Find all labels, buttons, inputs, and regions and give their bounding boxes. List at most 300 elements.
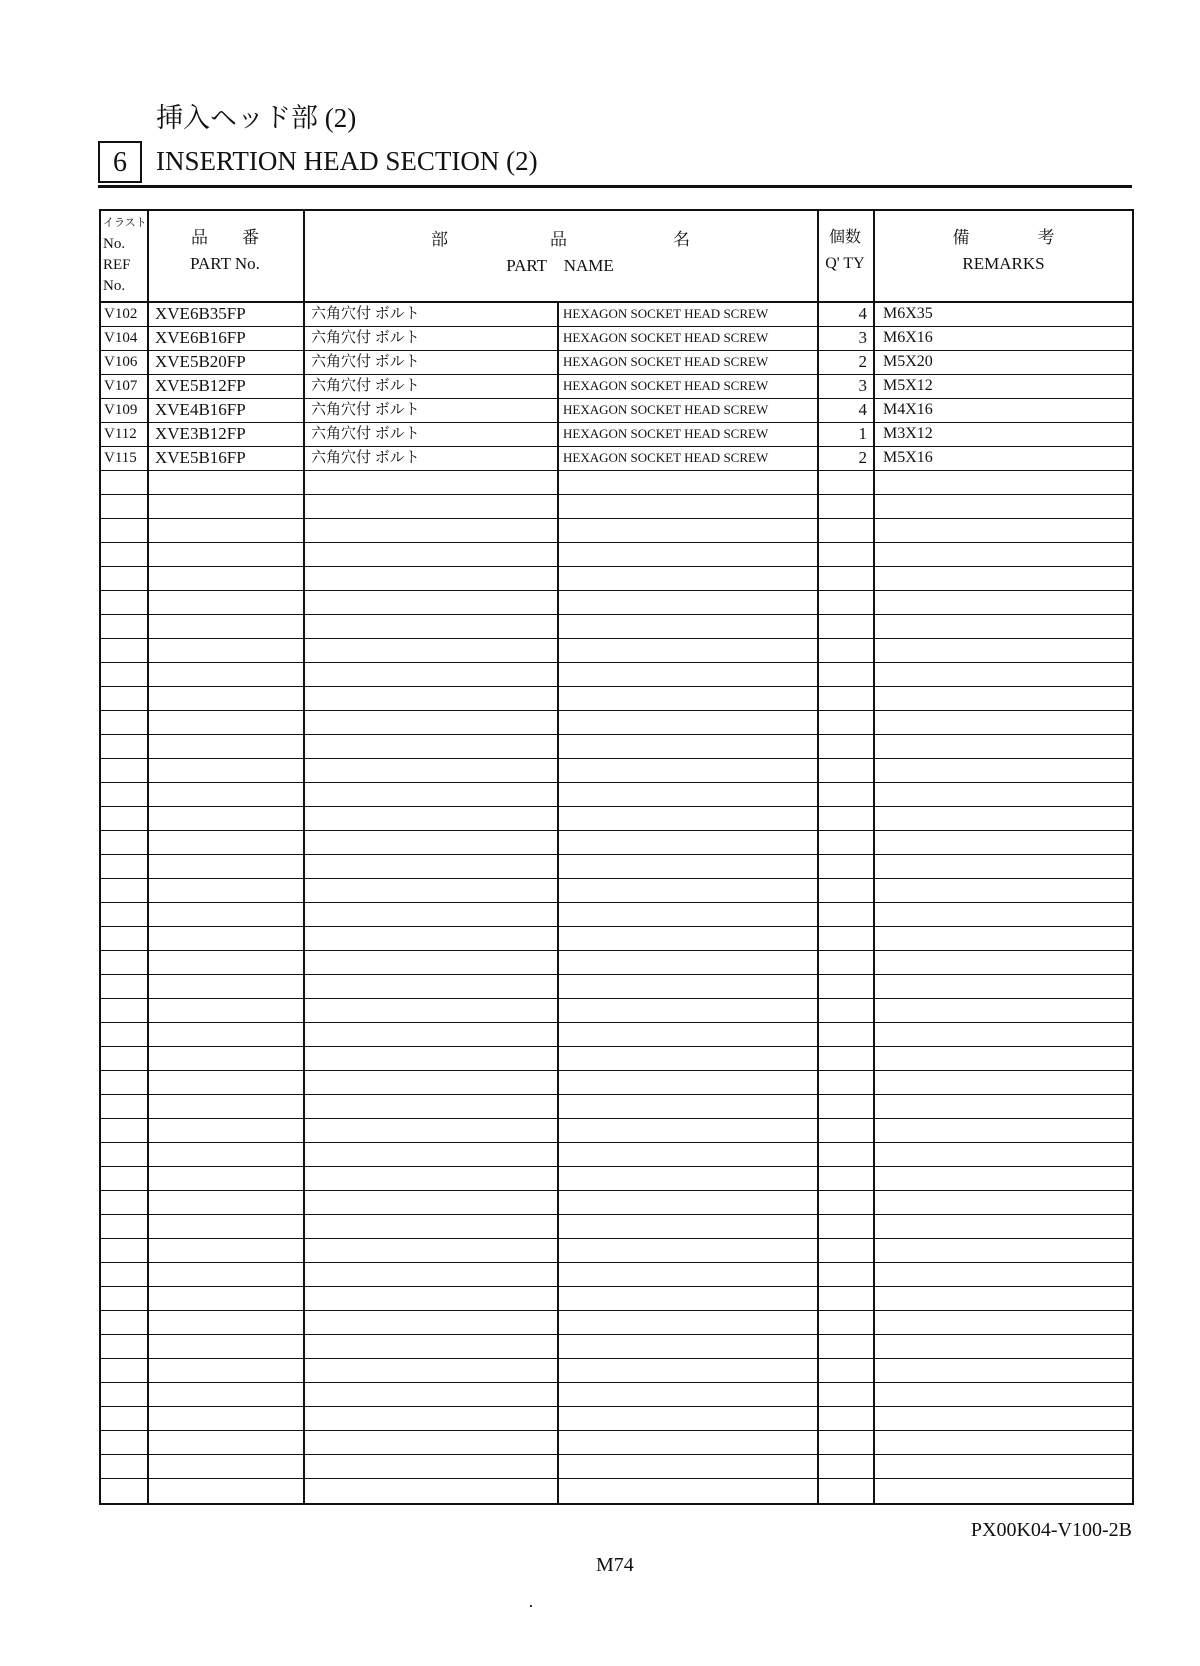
column-divider xyxy=(557,1239,559,1262)
table-row xyxy=(101,351,1132,375)
column-divider xyxy=(557,663,559,686)
column-divider xyxy=(557,783,559,806)
cell-remarks: M5X20 xyxy=(883,353,933,370)
cell-qty: 1 xyxy=(858,424,867,443)
cell-qty: 3 xyxy=(858,328,867,347)
table-row xyxy=(101,303,1132,327)
column-divider xyxy=(873,351,875,374)
blank-table-row xyxy=(101,855,1132,879)
column-divider xyxy=(557,1071,559,1094)
column-divider xyxy=(147,1215,149,1238)
column-divider xyxy=(873,327,875,350)
column-divider xyxy=(557,1023,559,1046)
column-divider xyxy=(873,951,875,974)
cell-ref: V107 xyxy=(104,378,138,394)
blank-table-row xyxy=(101,927,1132,951)
column-divider xyxy=(557,951,559,974)
column-divider xyxy=(817,519,819,542)
column-divider xyxy=(147,759,149,782)
column-divider xyxy=(817,1167,819,1190)
column-divider xyxy=(873,423,875,446)
column-divider xyxy=(817,1335,819,1358)
column-divider xyxy=(303,759,305,782)
column-divider xyxy=(557,519,559,542)
column-divider xyxy=(147,879,149,902)
column-divider xyxy=(873,759,875,782)
column-divider xyxy=(147,1191,149,1214)
column-divider xyxy=(817,879,819,902)
cell-name-jp: 六角穴付 ボルト xyxy=(311,330,420,346)
column-divider xyxy=(303,855,305,878)
blank-table-row xyxy=(101,1167,1132,1191)
cell-name-jp: 六角穴付 ボルト xyxy=(311,426,420,442)
title-rule xyxy=(98,185,1132,188)
column-divider xyxy=(557,591,559,614)
column-divider xyxy=(873,1047,875,1070)
cell-name-jp: 六角穴付 ボルト xyxy=(311,306,420,322)
column-divider xyxy=(873,1431,875,1454)
blank-table-row xyxy=(101,879,1132,903)
cell-name-en: HEXAGON SOCKET HEAD SCREW xyxy=(563,330,769,345)
column-divider xyxy=(817,711,819,734)
column-divider xyxy=(147,1143,149,1166)
cell-name-en: HEXAGON SOCKET HEAD SCREW xyxy=(563,402,769,417)
column-divider xyxy=(817,615,819,638)
blank-table-row xyxy=(101,1143,1132,1167)
column-divider xyxy=(873,591,875,614)
column-divider xyxy=(873,855,875,878)
column-divider xyxy=(873,1023,875,1046)
cell-name-jp: 六角穴付 ボルト xyxy=(311,450,420,466)
column-divider xyxy=(873,567,875,590)
column-divider xyxy=(557,1407,559,1430)
column-divider xyxy=(303,999,305,1022)
column-divider xyxy=(817,1023,819,1046)
part-no-header: 品 番 PART No. xyxy=(190,228,260,273)
column-divider xyxy=(873,735,875,758)
column-divider xyxy=(873,1071,875,1094)
cell-part-no: XVE5B20FP xyxy=(155,352,246,371)
column-divider xyxy=(817,639,819,662)
cell-ref: V112 xyxy=(104,426,137,442)
column-divider xyxy=(147,423,149,446)
column-divider xyxy=(873,471,875,494)
table-row xyxy=(101,447,1132,471)
column-divider xyxy=(147,1287,149,1310)
column-divider xyxy=(873,1383,875,1406)
column-divider xyxy=(873,1263,875,1286)
column-divider xyxy=(147,1335,149,1358)
column-divider xyxy=(557,471,559,494)
stray-mark xyxy=(530,1605,532,1607)
column-divider xyxy=(817,1311,819,1334)
column-divider xyxy=(147,903,149,926)
blank-table-row xyxy=(101,1335,1132,1359)
column-divider xyxy=(817,1071,819,1094)
blank-table-row xyxy=(101,999,1132,1023)
column-divider xyxy=(557,807,559,830)
column-divider xyxy=(873,1095,875,1118)
column-divider xyxy=(817,903,819,926)
column-divider xyxy=(873,1215,875,1238)
column-divider xyxy=(817,975,819,998)
section-number-box: 6 xyxy=(98,141,142,183)
column-divider xyxy=(557,615,559,638)
column-divider xyxy=(147,807,149,830)
column-divider xyxy=(303,1095,305,1118)
table-row xyxy=(101,423,1132,447)
column-divider xyxy=(817,1119,819,1142)
column-divider xyxy=(557,831,559,854)
column-divider xyxy=(873,1167,875,1190)
column-divider xyxy=(147,831,149,854)
column-divider xyxy=(873,783,875,806)
column-divider xyxy=(303,951,305,974)
cell-ref: V102 xyxy=(104,306,138,322)
column-divider xyxy=(147,1263,149,1286)
cell-remarks: M5X16 xyxy=(883,449,933,466)
column-divider xyxy=(557,1263,559,1286)
column-divider xyxy=(557,639,559,662)
column-divider xyxy=(303,303,305,326)
column-divider xyxy=(873,1191,875,1214)
column-divider xyxy=(873,1143,875,1166)
column-divider xyxy=(873,1359,875,1382)
column-divider xyxy=(557,1479,559,1503)
column-divider xyxy=(303,879,305,902)
cell-name-en: HEXAGON SOCKET HEAD SCREW xyxy=(563,354,769,369)
cell-qty: 4 xyxy=(858,304,867,323)
blank-table-row xyxy=(101,1311,1132,1335)
column-divider xyxy=(147,567,149,590)
column-divider xyxy=(557,927,559,950)
column-divider xyxy=(557,759,559,782)
cell-remarks: M4X16 xyxy=(883,401,933,418)
blank-table-row xyxy=(101,591,1132,615)
column-divider xyxy=(303,1407,305,1430)
column-divider xyxy=(557,1335,559,1358)
column-divider xyxy=(147,1023,149,1046)
blank-table-row xyxy=(101,567,1132,591)
column-divider xyxy=(557,903,559,926)
column-divider xyxy=(303,1455,305,1478)
column-divider xyxy=(873,927,875,950)
column-divider xyxy=(147,1383,149,1406)
column-divider xyxy=(303,1359,305,1382)
column-divider xyxy=(873,375,875,398)
cell-name-en: HEXAGON SOCKET HEAD SCREW xyxy=(563,378,769,393)
column-divider xyxy=(873,399,875,422)
column-divider xyxy=(557,399,559,422)
page-number: M74 xyxy=(596,1554,634,1576)
column-divider xyxy=(873,999,875,1022)
column-divider xyxy=(557,495,559,518)
column-divider xyxy=(557,1431,559,1454)
column-divider xyxy=(147,447,149,470)
column-divider xyxy=(557,375,559,398)
blank-table-row xyxy=(101,735,1132,759)
blank-table-row xyxy=(101,1095,1132,1119)
cell-part-no: XVE3B12FP xyxy=(155,424,246,443)
cell-qty: 2 xyxy=(858,352,867,371)
column-divider xyxy=(303,663,305,686)
column-divider xyxy=(147,1071,149,1094)
part-name-header-en: PART NAME xyxy=(506,256,614,275)
part-name-header-jp-2: 品 xyxy=(550,230,567,249)
column-divider xyxy=(303,1383,305,1406)
column-divider xyxy=(557,999,559,1022)
column-divider xyxy=(557,855,559,878)
column-divider xyxy=(557,423,559,446)
column-divider xyxy=(303,1479,305,1503)
column-divider xyxy=(303,807,305,830)
column-divider xyxy=(817,495,819,518)
cell-name-en: HEXAGON SOCKET HEAD SCREW xyxy=(563,426,769,441)
column-divider xyxy=(147,1047,149,1070)
blank-table-row xyxy=(101,471,1132,495)
cell-ref: V115 xyxy=(104,450,137,466)
column-divider xyxy=(873,1479,875,1503)
column-divider xyxy=(147,1455,149,1478)
blank-table-row xyxy=(101,1383,1132,1407)
column-divider xyxy=(817,663,819,686)
column-divider xyxy=(557,1359,559,1382)
cell-qty: 2 xyxy=(858,448,867,467)
column-divider xyxy=(817,855,819,878)
column-divider xyxy=(817,687,819,710)
column-divider xyxy=(147,687,149,710)
column-divider xyxy=(817,567,819,590)
cell-name-en: HEXAGON SOCKET HEAD SCREW xyxy=(563,450,769,465)
column-divider xyxy=(873,519,875,542)
column-divider xyxy=(817,591,819,614)
column-divider xyxy=(557,1095,559,1118)
column-divider xyxy=(817,807,819,830)
column-divider xyxy=(303,567,305,590)
column-divider xyxy=(147,855,149,878)
blank-table-row xyxy=(101,1407,1132,1431)
column-divider xyxy=(817,1191,819,1214)
column-divider xyxy=(873,1407,875,1430)
cell-qty: 4 xyxy=(858,400,867,419)
column-divider xyxy=(817,1455,819,1478)
column-divider xyxy=(147,543,149,566)
blank-table-row xyxy=(101,1023,1132,1047)
column-divider xyxy=(147,327,149,350)
column-divider xyxy=(873,807,875,830)
column-divider xyxy=(557,543,559,566)
column-divider xyxy=(817,1407,819,1430)
column-divider xyxy=(873,975,875,998)
column-divider xyxy=(303,543,305,566)
column-divider xyxy=(817,999,819,1022)
column-divider xyxy=(817,1479,819,1503)
column-divider xyxy=(817,735,819,758)
column-divider xyxy=(147,615,149,638)
column-divider xyxy=(303,1071,305,1094)
column-divider xyxy=(873,663,875,686)
blank-table-row xyxy=(101,1191,1132,1215)
part-name-header-jp-1: 部 xyxy=(431,230,448,249)
column-divider xyxy=(147,1119,149,1142)
column-divider xyxy=(873,1455,875,1478)
column-divider xyxy=(557,351,559,374)
column-divider xyxy=(873,831,875,854)
column-divider xyxy=(147,1311,149,1334)
column-divider xyxy=(147,303,149,326)
column-divider xyxy=(817,471,819,494)
column-divider xyxy=(303,975,305,998)
column-divider xyxy=(817,1359,819,1382)
column-divider xyxy=(873,687,875,710)
blank-table-row xyxy=(101,1431,1132,1455)
blank-table-row xyxy=(101,903,1132,927)
column-divider xyxy=(303,351,305,374)
cell-remarks: M6X16 xyxy=(883,329,933,346)
column-divider xyxy=(557,1383,559,1406)
column-divider xyxy=(147,1359,149,1382)
column-divider xyxy=(817,1287,819,1310)
column-divider xyxy=(873,1311,875,1334)
column-divider xyxy=(147,999,149,1022)
blank-table-row xyxy=(101,759,1132,783)
column-divider xyxy=(147,1239,149,1262)
blank-table-row xyxy=(101,783,1132,807)
blank-table-row xyxy=(101,975,1132,999)
column-divider xyxy=(147,711,149,734)
section-title-en: INSERTION HEAD SECTION (2) xyxy=(156,146,538,176)
column-divider xyxy=(303,1215,305,1238)
column-divider xyxy=(303,447,305,470)
column-divider xyxy=(303,1191,305,1214)
column-divider xyxy=(557,1119,559,1142)
cell-part-no: XVE5B16FP xyxy=(155,448,246,467)
column-divider xyxy=(817,831,819,854)
column-divider xyxy=(817,927,819,950)
column-divider xyxy=(303,1239,305,1262)
column-divider xyxy=(873,639,875,662)
column-divider xyxy=(557,1287,559,1310)
blank-table-row xyxy=(101,1215,1132,1239)
column-divider xyxy=(303,711,305,734)
column-divider xyxy=(147,399,149,422)
column-divider xyxy=(873,615,875,638)
blank-table-row xyxy=(101,663,1132,687)
blank-table-row xyxy=(101,1119,1132,1143)
column-divider xyxy=(303,399,305,422)
cell-ref: V109 xyxy=(104,402,138,418)
blank-table-row xyxy=(101,1239,1132,1263)
column-divider xyxy=(147,471,149,494)
column-divider xyxy=(557,1455,559,1478)
blank-table-row xyxy=(101,1047,1132,1071)
column-divider xyxy=(873,1287,875,1310)
remarks-header: 備 考 REMARKS xyxy=(952,228,1055,273)
table-body xyxy=(101,303,1132,1503)
blank-table-row xyxy=(101,639,1132,663)
blank-table-row xyxy=(101,1479,1132,1503)
column-divider xyxy=(557,1311,559,1334)
column-divider xyxy=(817,543,819,566)
column-divider xyxy=(303,615,305,638)
blank-table-row xyxy=(101,495,1132,519)
column-divider xyxy=(303,423,305,446)
column-divider xyxy=(817,1263,819,1286)
cell-name-en: HEXAGON SOCKET HEAD SCREW xyxy=(563,306,769,321)
column-divider xyxy=(147,1167,149,1190)
column-divider xyxy=(557,1191,559,1214)
table-header xyxy=(101,211,1132,303)
blank-table-row xyxy=(101,1263,1132,1287)
cell-remarks: M5X12 xyxy=(883,377,933,394)
column-divider xyxy=(817,1047,819,1070)
table-row xyxy=(101,375,1132,399)
column-divider xyxy=(303,1023,305,1046)
blank-table-row xyxy=(101,1287,1132,1311)
column-divider xyxy=(147,1407,149,1430)
column-divider xyxy=(817,1095,819,1118)
column-divider xyxy=(303,687,305,710)
column-divider xyxy=(303,1431,305,1454)
column-divider xyxy=(303,495,305,518)
column-divider xyxy=(303,519,305,542)
cell-remarks: M6X35 xyxy=(883,305,933,322)
blank-table-row xyxy=(101,951,1132,975)
column-divider xyxy=(147,927,149,950)
blank-table-row xyxy=(101,687,1132,711)
column-divider xyxy=(147,735,149,758)
part-name-header-jp-3: 名 xyxy=(673,230,690,249)
blank-table-row xyxy=(101,1455,1132,1479)
column-divider xyxy=(147,639,149,662)
cell-name-jp: 六角穴付 ボルト xyxy=(311,354,420,370)
document-code: PX00K04-V100-2B xyxy=(970,1519,1132,1541)
column-divider xyxy=(873,303,875,326)
column-divider xyxy=(303,927,305,950)
column-divider xyxy=(557,1215,559,1238)
ref-no-header: イラスト No. REF No. xyxy=(103,217,147,294)
column-divider xyxy=(873,1239,875,1262)
blank-table-row xyxy=(101,615,1132,639)
cell-part-no: XVE6B16FP xyxy=(155,328,246,347)
column-divider xyxy=(817,1431,819,1454)
column-divider xyxy=(817,759,819,782)
column-divider xyxy=(147,495,149,518)
column-divider xyxy=(147,519,149,542)
column-divider xyxy=(557,1143,559,1166)
blank-table-row xyxy=(101,1359,1132,1383)
cell-part-no: XVE5B12FP xyxy=(155,376,246,395)
column-divider xyxy=(817,1239,819,1262)
column-divider xyxy=(303,1335,305,1358)
cell-remarks: M3X12 xyxy=(883,425,933,442)
cell-part-no: XVE6B35FP xyxy=(155,304,246,323)
section-title-jp: 挿入ヘッド部 (2) xyxy=(156,103,357,133)
column-divider xyxy=(557,1047,559,1070)
cell-name-jp: 六角穴付 ボルト xyxy=(311,402,420,418)
cell-qty: 3 xyxy=(858,376,867,395)
column-divider xyxy=(303,1287,305,1310)
column-divider xyxy=(557,687,559,710)
cell-name-jp: 六角穴付 ボルト xyxy=(311,378,420,394)
column-divider xyxy=(147,1479,149,1503)
column-divider xyxy=(303,591,305,614)
column-divider xyxy=(873,447,875,470)
column-divider xyxy=(557,735,559,758)
column-divider xyxy=(557,447,559,470)
table-row xyxy=(101,399,1132,423)
column-divider xyxy=(817,951,819,974)
